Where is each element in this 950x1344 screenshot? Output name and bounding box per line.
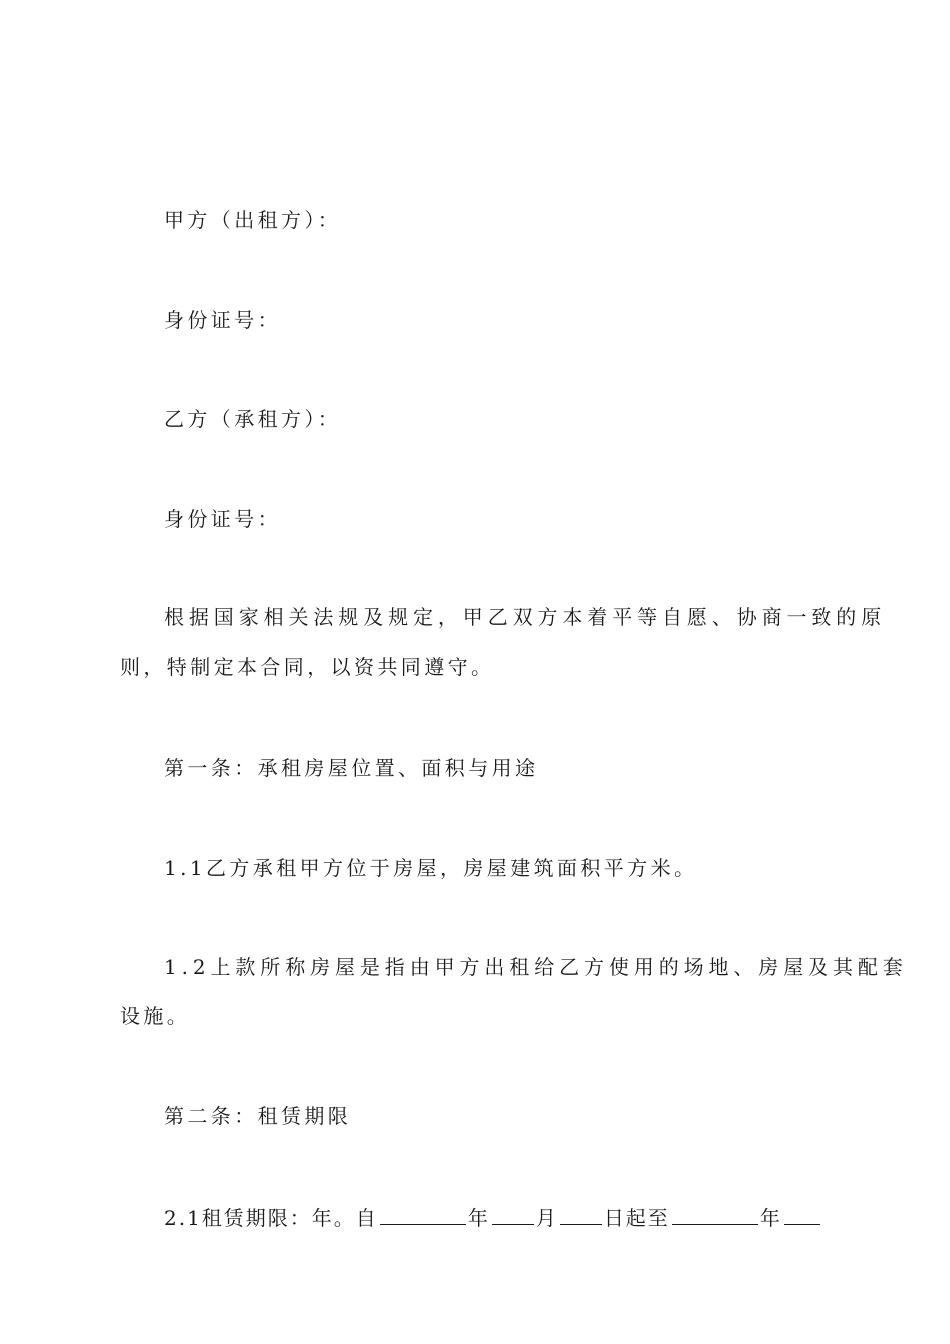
party-a-id-label: 身份证号：: [164, 308, 281, 332]
party-a-label: 甲方（出租方）：: [164, 208, 342, 232]
clause-1-1: 1.1乙方承租甲方位于房屋，房屋建筑面积平方米。: [164, 856, 698, 880]
clause-2-1-year-1: 年: [467, 1206, 490, 1230]
article-1-title: 第一条：承租房屋位置、面积与用途: [164, 756, 539, 780]
blank-end-year: [672, 1205, 758, 1225]
party-b-id-label: 身份证号：: [164, 507, 281, 531]
clause-2-1-month-1: 月: [535, 1206, 558, 1230]
clause-1-2-line-1: 1.2上款所称房屋是指由甲方出租给乙方使用的场地、房屋及其配套: [164, 955, 908, 979]
clause-2-1: [164, 1205, 832, 1228]
clause-1-2-line-2: 设施。: [120, 1004, 191, 1028]
clause-2-1-prefix: 2.1租赁期限：年。自: [164, 1206, 378, 1230]
preamble-line-2: 则，特制定本合同，以资共同遵守。: [120, 655, 495, 679]
blank-start-day: [560, 1205, 602, 1225]
clause-2-1-year-2: 年: [759, 1206, 782, 1230]
blank-start-year: [380, 1205, 466, 1225]
party-b-label: 乙方（承租方）：: [164, 407, 342, 431]
blank-start-month: [492, 1205, 534, 1225]
clause-2-1-day-to: 日起至: [603, 1206, 670, 1230]
article-2-title: 第二条：租赁期限: [164, 1104, 352, 1128]
blank-end-month: [784, 1205, 820, 1225]
preamble-line-1: 根据国家相关法规及规定，甲乙双方本着平等自愿、协商一致的原: [164, 605, 887, 629]
